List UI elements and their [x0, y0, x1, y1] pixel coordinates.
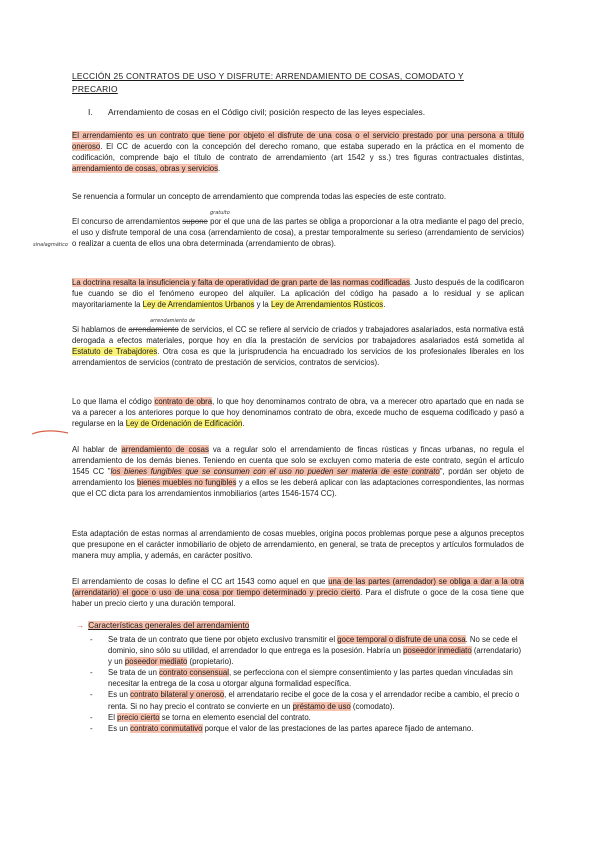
text: . Justo después de la codificaron fue cuando se dio el fenómeno europeo del alquiler. La aplicación del código ha pasado a lo residual y se aplican mayoritariamente la	[72, 278, 524, 310]
text: , lo que hoy denominamos contrato de obra, va a merecer otro apartado que en nada se va a parecer a los anteriores porque lo que hoy denominamos contrato de obra, excede mucho de esquema codificado y pasó a regularse en la	[72, 397, 524, 429]
section-characteristics-heading	[76, 620, 249, 631]
highlight-lar: Ley de Arrendamientos Rústicos	[270, 300, 384, 310]
text: El arrendamiento de cosas lo define el CC art 1543 como aquel en que	[72, 577, 329, 586]
highlight: poseedor mediato	[124, 657, 188, 667]
paragraph-cosas	[72, 444, 524, 499]
margin-note: sinalagmático	[33, 242, 68, 248]
highlight: préstamo de uso	[292, 701, 351, 711]
paragraph-definition	[72, 130, 524, 174]
red-pen-mark	[30, 426, 70, 440]
highlight-loe: Ley de Ordenación de Edificación	[125, 419, 243, 429]
paragraph-services	[72, 324, 524, 368]
text: y la	[254, 300, 271, 310]
text: El concurso de arrendamientos	[72, 217, 183, 226]
text: se torna en elemento esencial del contrato.	[159, 712, 311, 722]
text: Es un	[108, 723, 131, 733]
paragraph-obra	[72, 396, 524, 429]
list-item	[90, 634, 522, 667]
text: de servicios, el CC se refiere al servicio de criados y trabajadores asalariados, esta normativa está derogada a efectos materiales, porque hoy en día la prestación de servicios por trabajadores asalariados está sometida al	[72, 325, 524, 346]
highlight: contrato consensual	[159, 668, 229, 678]
section-number: I.	[88, 107, 93, 117]
list-item	[90, 667, 522, 689]
highlight-lau: Ley de Arrendamientos Urbanos	[142, 300, 255, 310]
text: Se trata de un	[108, 668, 160, 678]
handwritten-annotation: gratuito	[210, 210, 230, 216]
paragraph-definicion-cc	[72, 576, 524, 609]
text: ", pordán ser objeto de arrendamiento los	[72, 467, 524, 488]
text: (arrendatario) y un	[108, 646, 522, 667]
text: y a ellos se les deberá aplicar con las adaptaciones correspondientes, las normas que el CC dicta para los arrendamientos inmobiliarios (artes 1546-1574 CC).	[72, 478, 525, 499]
highlight: contrato conmutativo	[130, 723, 203, 733]
arrow-icon: →	[76, 621, 85, 630]
text: .	[383, 300, 386, 310]
struck-text: supone	[182, 217, 208, 226]
paragraph-adaptacion: Esta adaptación de estas normas al arrendamiento de cosas muebles, origina pocos problemas porque pese a algunos preceptos que presupone en el carácter inmobiliario de objeto de arrendamiento, en general, se trata de preceptos y artículos formulados de manera muy amplia, y además, en carácter positivo.	[72, 529, 524, 561]
struck-text: arrendamiento	[128, 325, 179, 334]
highlight-arrendamiento-cosas: arrendamiento de cosas	[121, 445, 209, 454]
handwritten-annotation: arrendamiento de	[150, 318, 196, 324]
highlight: precio cierto	[117, 712, 160, 722]
highlight-estatuto: Estatuto de Trabajdores	[72, 347, 158, 357]
highlight: poseedor inmediato	[403, 646, 472, 656]
text: . No se cede el dominio, sino sólo su utilidad, el arrendador lo que entrega es la posesión. Habría un	[108, 635, 518, 656]
text: Lo que llama el código	[72, 397, 155, 406]
text: (comodato).	[350, 701, 395, 711]
text: Si hablamos de	[72, 325, 129, 334]
text: . Para el disfrute o goce de la cosa tiene que haber un precio cierto y una duración temporal.	[72, 588, 524, 609]
highlight-types: arrendamiento de cosas, obras y servicios	[72, 164, 219, 174]
characteristics-title: Características generales del arrendamiento	[88, 621, 250, 630]
text: , se perfecciona con el siempre consentimiento y las partes quedan vinculadas sin necesitar la entrega de la cosa u otorgar alguna formalidad específica.	[108, 668, 513, 689]
paragraph-doctrine	[72, 277, 524, 310]
highlight: contrato bilateral y oneroso	[130, 690, 225, 700]
text: por el que una de las partes se obliga a proporcionar a la otra mediante el pago del precio, el uso y disfrute temporal de una cosa (arrendamiento de cosa), a prestar temporalmente su serieso (arrendamiento de servicios) o realizar a cuenta de ellos una obra determinada (arrendamiento de obras).	[72, 217, 524, 249]
text: , el arrendatario recibe el goce de la cosa y el arrendador recibe a cambio, el precio o renta. Si no hay precio el contrato se convierte en un	[108, 690, 520, 711]
text: . Otra cosa es que la jurisprudencia ha encuadrado los servicios de los profesionales liberales en los arrendamientos de servicios (contrato de prestación de servicios, contratos de servicios).	[72, 347, 524, 368]
list-item	[90, 712, 522, 723]
highlight-art-1543: una de las partes (arrendador) se obliga a dar a la otra (arrendatario) el goce o uso de una cosa por tiempo determinado y precio cierto	[72, 577, 524, 598]
text: (propietario).	[187, 657, 234, 667]
highlight-contrato-obra: contrato de obra	[154, 397, 213, 406]
highlight: goce temporal o disfrute de una cosa	[337, 635, 466, 644]
text: El	[108, 712, 118, 722]
highlight-fungibles: los bienes fungibles que se consumen con el uso no pueden ser materia de este contrato	[110, 467, 440, 477]
text: porque el valor de las prestaciones de las partes aparece fijado de antemano.	[202, 723, 474, 733]
characteristics-list	[90, 634, 522, 734]
text: Es un	[108, 690, 131, 700]
highlight-doctrine: La doctrina resalta la insuficiencia y falta de operatividad de gran parte de las normas codificadas	[72, 278, 410, 287]
section-heading	[88, 106, 425, 118]
section-heading-text: Arrendamiento de cosas en el Código civil; posición respecto de las leyes especiales.	[108, 107, 426, 117]
text: Al hablar de	[72, 445, 122, 454]
paragraph-contract	[72, 216, 524, 249]
text: . El CC de acuerdo con la concepción del derecho romano, que estaba superado en la práctica en el momento de codificación, comprende bajo el título de contrato de arrendamiento (art 1542 y ss.) tres figuras contractuales distintas,	[72, 142, 524, 163]
text: .	[242, 419, 245, 429]
text: va a regular solo el arrendamiento de fincas rústicas y fincas urbanas, no regula el arrendamiento de los demás bienes. Teniendo en cuenta que solo se excluyen como materia de este contrato, según el artículo 1545 CC "	[72, 445, 524, 477]
list-item	[90, 723, 522, 734]
paragraph-concept: Se renuencia a formular un concepto de arrendamiento que comprenda todas las especies de este contrato.	[72, 192, 447, 201]
list-item	[90, 689, 522, 711]
highlight-muebles: bienes muebles no fungibles	[137, 478, 237, 488]
text: Se trata de un contrato que tiene por objeto exclusivo transmitir el	[108, 635, 338, 644]
text: .	[218, 164, 221, 174]
highlight-definition: El arrendamiento es un contrato que tiene por objeto el disfrute de una cosa o el servicio prestado por una persona a título oneroso	[72, 131, 524, 152]
page-title: LECCIÓN 25 CONTRATOS DE USO Y DISFRUTE: ARRENDAMIENTO DE COSAS, COMODATO Y PRECARIO	[72, 71, 464, 94]
